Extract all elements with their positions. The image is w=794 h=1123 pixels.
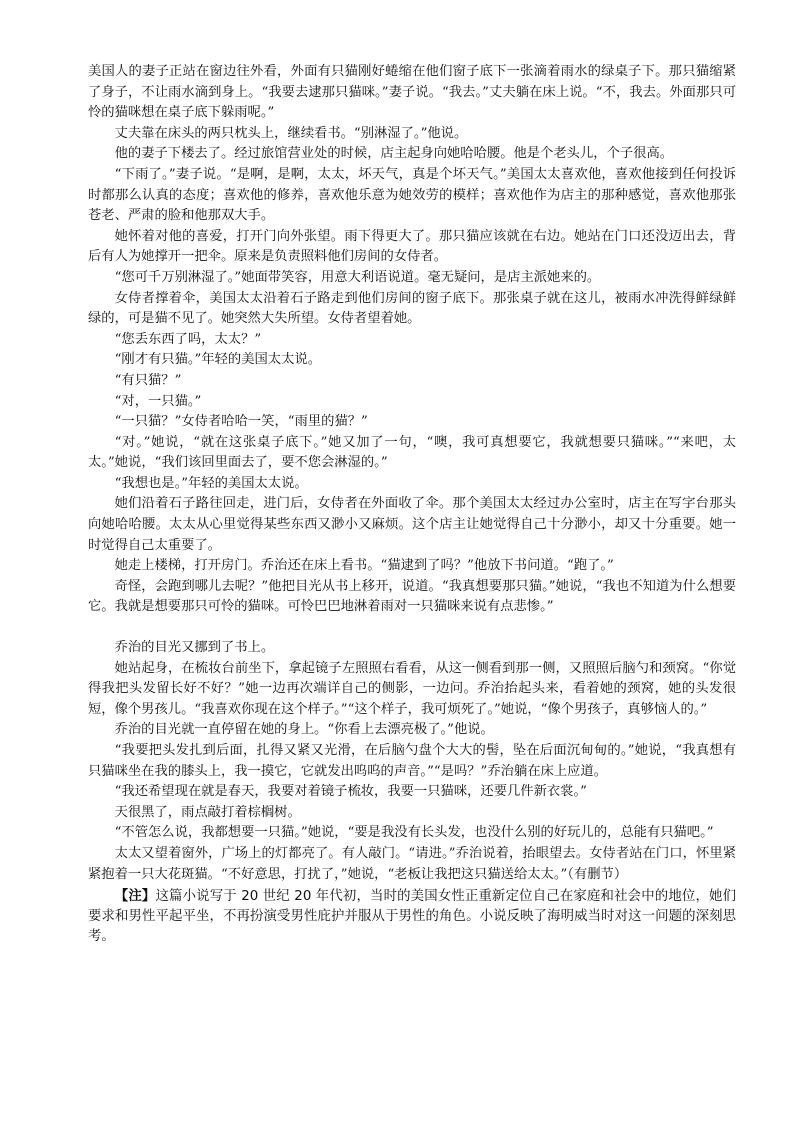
paragraph: 丈夫靠在床头的两只枕头上，继续看书。“别淋湿了。”他说。 [114,125,468,141]
paragraph: “不管怎么说，我都想要一只猫。”她说，“要是我没有长头发，也没什么别的好玩儿的，总能有只猫吧。” [114,825,714,841]
paragraph: 天很黑了，雨点敲打着棕榈树。 [114,804,301,820]
paragraph: 乔治的目光就一直停留在她的身上。“你看上去漂亮极了。”他说。 [114,722,494,738]
paragraph: “对，一只猫。” [114,393,202,409]
paragraph: 奇怪，会跑到哪儿去呢？”他把目光从书上移开，说道。“我真想要那只猫。”她说，“我也不知道为什么想要它。我就是想要那只可怜的猫咪。可怜巴巴地淋着雨对一只猫咪来说有点悲惨。” [88,578,736,615]
paragraph: “有只猫？” [114,372,182,388]
footnote [88,887,736,946]
paragraph: 太太又望着窗外，广场上的灯都亮了。有人敲门。“请进。”乔治说着，抬眼望去。女侍者站在门口，怀里紧紧抱着一只大花斑猫。“不好意思，打扰了，”她说，“老板让我把这只猫送给太太。”（有删节） [88,845,736,882]
paragraph: 她们沿着石子路往回走，进门后，女侍者在外面收了伞。那个美国太太经过办公室时，店主在写字台那头向她哈哈腰。太太从心里觉得某些东西又渺小又麻烦。这个店主让她觉得自己十分渺小，却又十分重要。她一时觉得自己太重要了。 [88,496,736,553]
paragraph: “您丢东西了吗，太太？” [114,331,262,347]
paragraph: 乔治的目光又挪到了书上。 [114,640,275,656]
paragraph: 他的妻子下楼去了。经过旅馆营业处的时候，店主起身向她哈哈腰。他是个老头儿，个子很高。 [114,146,674,162]
footnote-tag: 【注】 [114,889,156,905]
document-page [88,62,736,947]
paragraph: 她走上楼梯，打开房门。乔治还在床上看书。“猫逮到了吗？”他放下书问道。“跑了。” [114,558,614,574]
paragraph: “我要把头发扎到后面，扎得又紧又光滑，在后脑勺盘个大大的髻，坠在后面沉甸甸的。”她说，“我真想有只猫咪坐在我的膝头上，我一摸它，它就发出呜呜的声音。”“是吗？”乔治躺在床上应道。 [88,743,736,779]
paragraph: “下雨了。”妻子说。“是啊，是啊，太太，坏天气，真是个坏天气。”美国太太喜欢他，喜欢他接到任何投诉时都那么认真的态度；喜欢他的修养，喜欢他乐意为她效劳的模样；喜欢他作为店主的那种感觉，喜欢他那张苍老、严肃的脸和他那双大手。 [88,166,736,224]
footnote-text: 这篇小说写于 20 世纪 20 年代初，当时的美国女性正重新定位自己在家庭和社会中的地位，她们要求和男性平起平坐，不再扮演受男性庇护并服从于男性的角色。小说反映了海明威当时对这一问题的深刻思考。 [88,889,736,944]
paragraph: “我想也是。”年轻的美国太太说。 [114,475,308,491]
paragraph: 她站起身，在梳妆台前坐下，拿起镜子左照照右看看，从这一侧看到那一侧，又照照后脑勺和颈窝。“你觉得我把头发留长好不好？”她一边再次端详自己的侧影，一边问。乔治抬起头来，看着她的颈窝，她的头发很短，像个男孩儿。“我喜欢你现在这个样子。”“这个样子，我可烦死了。”她说，“像个男孩子，真够恼人的。” [88,660,736,717]
paragraph: 美国人的妻子正站在窗边往外看，外面有只猫刚好蜷缩在他们窗子底下一张滴着雨水的绿桌子下。那只猫缩紧了身子，不让雨水滴到身上。“我要去逮那只猫咪。”妻子说。“我去。”丈夫躺在床上说。“不，我去。外面那只可怜的猫咪想在桌子底下躲雨呢。” [88,64,736,121]
paragraph: 她怀着对他的喜爱，打开门向外张望。雨下得更大了。那只猫应该就在右边。她站在门口还没迈出去，背后有人为她撑开一把伞。原来是负责照料他们房间的女侍者。 [88,228,736,265]
paragraph: 女侍者撑着伞，美国太太沿着石子路走到他们房间的窗子底下。那张桌子就在这儿，被雨水冲洗得鲜绿鲜绿的，可是猫不见了。她突然大失所望。女侍者望着她。 [88,290,736,327]
paragraph: “一只猫？”女侍者哈哈一笑，“雨里的猫？” [114,414,368,430]
paragraph: “刚才有只猫。”年轻的美国太太说。 [114,352,321,368]
paragraph: “您可千万别淋湿了。”她面带笑容，用意大利语说道。毫无疑问，是店主派她来的。 [114,269,601,285]
paragraph: “我还希望现在就是春天，我要对着镜子梳妆，我要一只猫咪，还要几件新衣裳。” [114,784,587,800]
paragraph: “对。”她说，“就在这张桌子底下。”她又加了一句，“噢，我可真想要它，我就想要只猫咪。”“来吧，太太。”她说，“我们该回里面去了，要不您会淋湿的。” [88,434,736,471]
